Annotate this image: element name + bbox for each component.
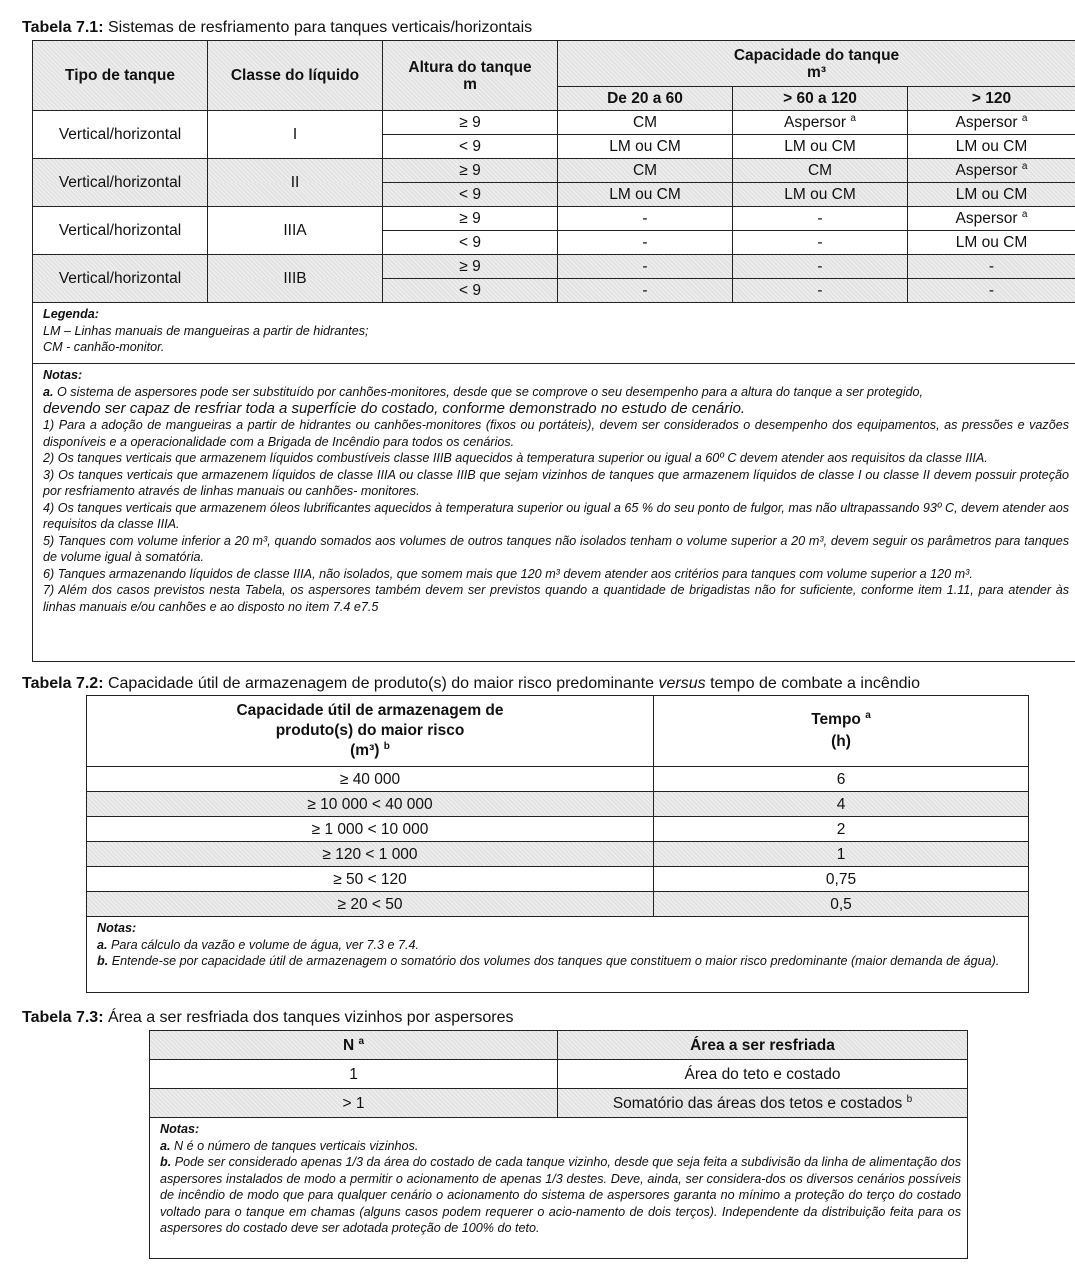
- cell-cap-c: -: [908, 255, 1075, 279]
- table-row: [150, 1060, 968, 1089]
- cell-cap-c: LM ou CM: [908, 183, 1075, 207]
- table-7-1-caption-label: Tabela 7.1:: [22, 19, 104, 36]
- cell-altura: < 9: [383, 135, 558, 159]
- footnote-marker: b: [906, 1093, 913, 1105]
- cell-capacidade: ≥ 10 000 < 40 000: [87, 792, 654, 817]
- cell-tempo: 6: [654, 767, 1029, 792]
- cell-value: Aspersor: [955, 162, 1018, 179]
- cell-cap-b: [733, 111, 908, 135]
- header-altura-label: Altura do tanque: [408, 58, 532, 76]
- table-7-1-legend: [33, 303, 1075, 364]
- table-7-2-caption-text-end: tempo de combate a incêndio: [705, 675, 920, 692]
- table-7-1-caption-text: Sistemas de resfriamento para tanques verticais/horizontais: [107, 19, 533, 36]
- legend-cm: CM - canhão-monitor.: [43, 340, 165, 354]
- header-line: Capacidade útil de armazenagem de: [236, 702, 504, 719]
- table-7-2-caption-text: Capacidade útil de armazenagem de produto(s) do maior risco predominante: [107, 675, 659, 692]
- cell-cap-c: LM ou CM: [908, 135, 1075, 159]
- cell-tempo: 0,75: [654, 867, 1029, 892]
- cell-classe: I: [208, 111, 383, 159]
- cell-cap-b: LM ou CM: [733, 135, 908, 159]
- header-cap-60-120: > 60 a 120: [733, 87, 908, 111]
- note-7: 7) Além dos casos previstos nesta Tabela, os aspersores também devem ser previstos quando a quantidade de brigadistas não for suficiente, conforme item 1.11, para atender às linhas manuais e/ou canhões e ao disposto no item 7.4 e7.5: [43, 583, 1070, 614]
- cell-altura: ≥ 9: [383, 255, 558, 279]
- cell-cap-b: LM ou CM: [733, 183, 908, 207]
- footnote-marker: a: [1021, 160, 1028, 172]
- table-7-2-caption-italic: versus: [658, 675, 706, 692]
- cell-capacidade: ≥ 1 000 < 10 000: [87, 817, 654, 842]
- cell-cap-a: CM: [558, 159, 733, 183]
- header-n: [150, 1031, 558, 1060]
- note-a: [160, 1138, 961, 1155]
- cell-cap-b: CM: [733, 159, 908, 183]
- cell-tempo: 4: [654, 792, 1029, 817]
- note-b: [97, 953, 1022, 970]
- cell-cap-a: CM: [558, 111, 733, 135]
- note-2: 2) Os tanques verticais que armazenem líquidos combustíveis classe IIIB aquecidos à temperatura superior ou igual a 60º C devem atender aos requisitos da classe IIIA.: [43, 451, 988, 465]
- cell-classe: IIIA: [208, 207, 383, 255]
- cell-altura: ≥ 9: [383, 207, 558, 231]
- note-a-label: a.: [160, 1138, 171, 1153]
- table-row: [33, 255, 1075, 279]
- header-line: [657, 709, 1025, 731]
- footnote-marker: a: [1021, 208, 1028, 220]
- note-6: 6) Tanques armazenando líquidos de classe IIIA, não isolados, que somem mais que 120 m³ devem atender aos critérios para tanques com volume superior a 120 m³.: [43, 566, 973, 581]
- cell-capacidade: ≥ 20 < 50: [87, 892, 654, 917]
- cell-cap-c: [908, 207, 1075, 231]
- header-altura-unit: m: [463, 75, 477, 93]
- table-7-3-notes: [150, 1118, 968, 1259]
- note-b-text: Pode ser considerado apenas 1/3 da área do costado de cada tanque vizinho, desde que seja feita a subdivisão da linha de alimentação dos aspersores instalados de modo a permitir o acionamento de apenas 1/3 destes. Deve, ainda, ser considera-dos os diversos cenários possíveis de incêndio de modo que para qualquer cenário o acionamento do sistema de aspersores garanta no mínimo a proteção do terço do costado voltado para o tanque em chamas (alguns casos podem requerer o acio-namento de dois terços). Independente da distribuição feita para os aspersores do costado deve ser adotada proteção de 100% do teto.: [160, 1155, 961, 1235]
- header-capacidade-unit: m³: [807, 63, 826, 81]
- cell-n: > 1: [150, 1089, 558, 1118]
- note-1: 1) Para a adoção de mangueiras a partir de hidrantes ou canhões-monitores (fixos ou portáteis), devem ser considerados o desempenho dos equipamentos, as pressões e vazões disponíveis e a operacionalidade com a Brigada de Incêndio para todos os cenários.: [43, 418, 1070, 449]
- cell-cap-b: -: [733, 207, 908, 231]
- cell-area: [558, 1089, 968, 1118]
- cell-tipo: Vertical/horizontal: [33, 111, 208, 159]
- header-tempo: [654, 696, 1029, 767]
- table-7-1: [32, 40, 1075, 662]
- note-a-text: O sistema de aspersores pode ser substituído por canhões-monitores, desde que se comprove o seu desempenho para a altura do tanque a ser protegido,: [57, 384, 924, 399]
- table-7-3-caption-text: Área a ser resfriada dos tanques vizinhos por aspersores: [107, 1009, 514, 1026]
- table-7-1-notes: [33, 364, 1075, 662]
- table-row: [33, 159, 1075, 183]
- header-cap-20-60: De 20 a 60: [558, 87, 733, 111]
- legend-lm: LM – Linhas manuais de mangueiras a partir de hidrantes;: [43, 323, 369, 338]
- note-b-text: Entende-se por capacidade útil de armazenagem o somatório dos volumes dos tanques que constituem o maior risco predominante (maior demanda de água).: [111, 954, 1000, 968]
- footnote-marker: a: [1021, 112, 1028, 124]
- cell-value: Somatório das áreas dos tetos e costados: [612, 1094, 903, 1112]
- note-3: 3) Os tanques verticais que armazenem líquidos de classe IIIA ou classe IIIB que sejam vizinhos de tanques que armazenem líquidos de classe I ou classe II devem possuir proteção por resfriamento através de linhas manuais ou canhões- monitores.: [43, 467, 1070, 498]
- table-7-2-notes: [87, 917, 1029, 993]
- table-7-2-caption: [22, 675, 920, 693]
- header-n-label: N: [342, 1036, 355, 1054]
- header-line: produto(s) do maior risco: [275, 722, 465, 739]
- header-capacidade-util: [87, 696, 654, 767]
- cell-altura: < 9: [383, 183, 558, 207]
- note-a: [43, 384, 1069, 401]
- cell-capacidade: ≥ 50 < 120: [87, 867, 654, 892]
- table-row: [87, 867, 1029, 892]
- table-7-2: [86, 695, 1029, 993]
- table-row: [87, 817, 1029, 842]
- note-4: 4) Os tanques verticais que armazenem óleos lubrificantes aquecidos à temperatura superior ou igual a 65 % do seu ponto de fulgor, mas não ultrapassando 93º C, devem atender aos requisitos da classe IIIA.: [43, 500, 1070, 531]
- cell-cap-b: -: [733, 231, 908, 255]
- cell-cap-a: -: [558, 279, 733, 303]
- note-b-label: b.: [97, 954, 109, 968]
- note-a-label: a.: [43, 384, 54, 399]
- notes-title: Notas:: [97, 921, 137, 935]
- cell-tipo: Vertical/horizontal: [33, 207, 208, 255]
- cell-value: Aspersor: [955, 210, 1018, 227]
- cell-cap-c: [908, 111, 1075, 135]
- cell-classe: II: [208, 159, 383, 207]
- footnote-marker: a: [358, 1035, 365, 1047]
- table-row: [87, 767, 1029, 792]
- header-tempo-label: Tempo: [811, 711, 861, 728]
- table-7-3-caption: [22, 1009, 514, 1027]
- cell-cap-a: LM ou CM: [558, 135, 733, 159]
- cell-cap-c: [908, 159, 1075, 183]
- legend-title: Legenda:: [43, 307, 99, 321]
- note-a-label: a.: [97, 937, 108, 952]
- table-row: [87, 842, 1029, 867]
- cell-cap-b: -: [733, 255, 908, 279]
- cell-classe: IIIB: [208, 255, 383, 303]
- note-b-label: b.: [160, 1155, 172, 1169]
- cell-tipo: Vertical/horizontal: [33, 159, 208, 207]
- table-row: [87, 792, 1029, 817]
- table-row: [33, 207, 1075, 231]
- cell-cap-b: -: [733, 279, 908, 303]
- header-cap-120: > 120: [908, 87, 1075, 111]
- cell-value: Aspersor: [955, 114, 1018, 131]
- cell-cap-a: -: [558, 207, 733, 231]
- note-a-text: Para cálculo da vazão e volume de água, ver 7.3 e 7.4.: [111, 937, 420, 952]
- notes-title: Notas:: [160, 1122, 200, 1136]
- note-a: [97, 937, 1022, 954]
- table-7-2-caption-label: Tabela 7.2:: [22, 675, 104, 692]
- cell-area: Área do teto e costado: [558, 1060, 968, 1089]
- cell-value: Aspersor: [784, 114, 847, 131]
- table-7-3-caption-label: Tabela 7.3:: [22, 1009, 104, 1026]
- note-a-text: N é o número de tanques verticais vizinhos.: [174, 1138, 419, 1153]
- note-5: 5) Tanques com volume inferior a 20 m³, quando somados aos volumes de outros tanques não isolados tenham o volume superior a 20 m³, devem seguir os parâmetros para tanques de volume igual à somatória.: [43, 533, 1070, 564]
- notes-title: Notas:: [43, 368, 83, 382]
- cell-tipo: Vertical/horizontal: [33, 255, 208, 303]
- header-tempo-unit: (h): [831, 733, 851, 750]
- cell-altura: ≥ 9: [383, 111, 558, 135]
- cell-altura: < 9: [383, 279, 558, 303]
- header-capacidade: [558, 41, 1075, 87]
- footnote-marker: a: [850, 112, 856, 124]
- header-line: [90, 741, 650, 761]
- header-altura: [383, 41, 558, 111]
- table-row: [33, 111, 1075, 135]
- cell-cap-c: -: [908, 279, 1075, 303]
- header-tipo-tanque: Tipo de tanque: [33, 41, 208, 111]
- cell-capacidade: ≥ 120 < 1 000: [87, 842, 654, 867]
- cell-cap-a: -: [558, 255, 733, 279]
- cell-cap-a: -: [558, 231, 733, 255]
- cell-altura: < 9: [383, 231, 558, 255]
- header-capacidade-label: Capacidade do tanque: [733, 46, 900, 64]
- cell-tempo: 1: [654, 842, 1029, 867]
- cell-tempo: 2: [654, 817, 1029, 842]
- header-unit: (m³): [350, 742, 380, 759]
- footnote-marker: b: [383, 740, 390, 752]
- note-a-continued: devendo ser capaz de resfriar toda a superfície do costado, conforme demonstrado no estudo de cenário.: [43, 400, 746, 417]
- cell-capacidade: ≥ 40 000: [87, 767, 654, 792]
- table-7-1-caption: [22, 19, 532, 37]
- cell-cap-c: LM ou CM: [908, 231, 1075, 255]
- header-area: Área a ser resfriada: [558, 1031, 968, 1060]
- cell-tempo: 0,5: [654, 892, 1029, 917]
- cell-cap-a: LM ou CM: [558, 183, 733, 207]
- cell-altura: ≥ 9: [383, 159, 558, 183]
- cell-n: 1: [150, 1060, 558, 1089]
- table-7-3: [149, 1030, 968, 1259]
- note-b: [160, 1154, 961, 1237]
- table-row: [87, 892, 1029, 917]
- footnote-marker: a: [865, 709, 871, 721]
- header-classe-liquido: Classe do líquido: [208, 41, 383, 111]
- table-row: [150, 1089, 968, 1118]
